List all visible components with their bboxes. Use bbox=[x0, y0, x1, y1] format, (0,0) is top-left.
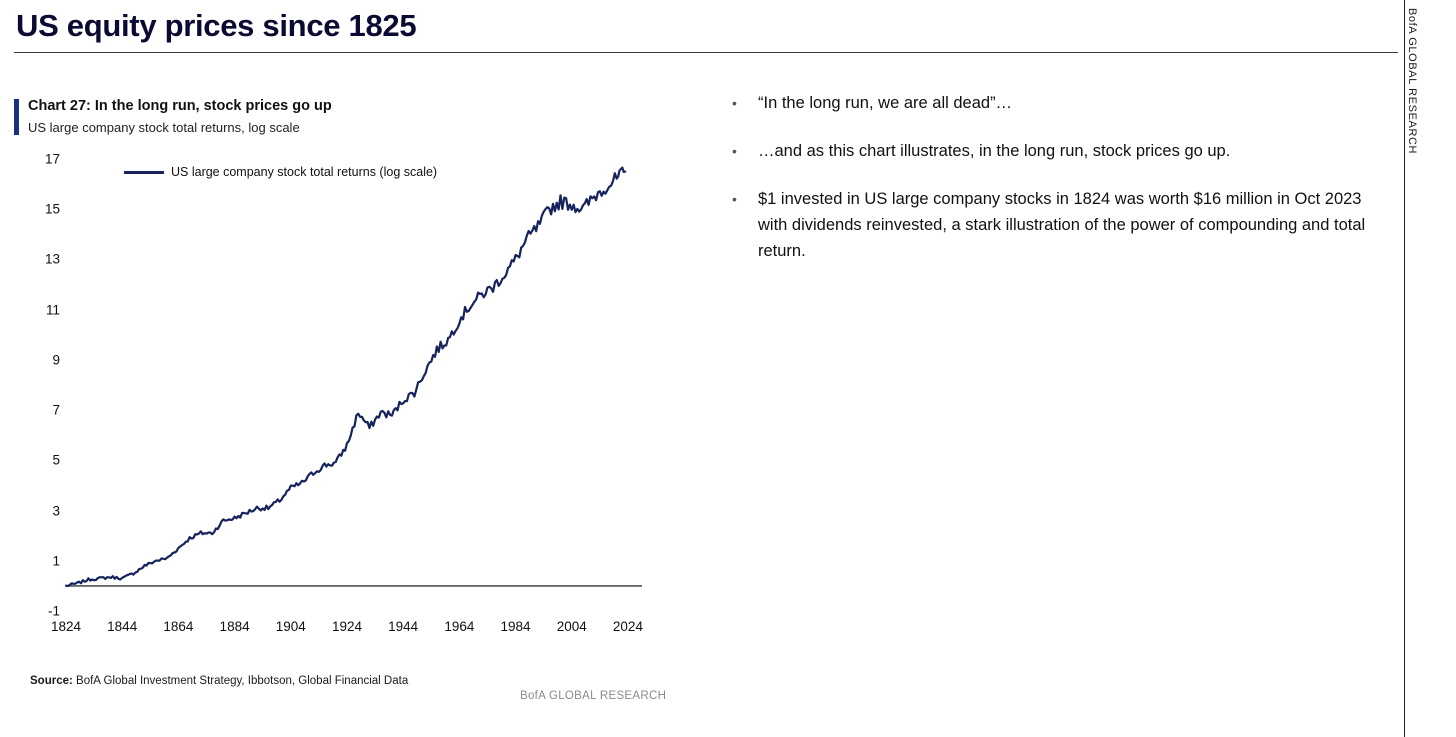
y-axis-tick: 5 bbox=[52, 452, 60, 468]
x-axis-tick: 2004 bbox=[556, 619, 587, 634]
chart-title: Chart 27: In the long run, stock prices go up bbox=[28, 98, 332, 114]
x-axis-tick: 1824 bbox=[50, 619, 82, 634]
x-axis-tick: 1844 bbox=[107, 619, 138, 634]
x-axis-tick: 1924 bbox=[331, 619, 362, 634]
chart-subtitle: US large company stock total returns, log scale bbox=[28, 120, 300, 135]
x-axis-tick: 1944 bbox=[388, 619, 419, 634]
bullet-list bbox=[720, 90, 1380, 286]
bullet-marker-icon: • bbox=[732, 191, 737, 207]
x-axis-tick: 2024 bbox=[612, 619, 643, 634]
chart-plot-area bbox=[14, 151, 674, 651]
bullet-item bbox=[720, 138, 1380, 164]
series-line-us-large-company-stock-total-returns bbox=[66, 168, 625, 586]
bullet-text: …and as this chart illustrates, in the long run, stock prices go up. bbox=[758, 142, 1231, 160]
chart-source-text: BofA Global Investment Strategy, Ibbotson, Global Financial Data bbox=[76, 675, 409, 687]
y-axis-tick: 1 bbox=[52, 553, 60, 569]
y-axis-tick: 17 bbox=[44, 151, 60, 167]
y-axis-tick: 3 bbox=[52, 503, 60, 519]
y-axis-tick: -1 bbox=[47, 603, 60, 619]
footer-brand-note: BofA GLOBAL RESEARCH bbox=[520, 690, 667, 702]
y-axis-tick: 7 bbox=[52, 402, 60, 418]
x-axis-tick: 1884 bbox=[219, 619, 250, 634]
bullet-text: “In the long run, we are all dead”… bbox=[758, 94, 1013, 112]
y-axis-tick: 11 bbox=[45, 302, 60, 318]
title-divider bbox=[14, 52, 1398, 53]
x-axis-tick: 1864 bbox=[163, 619, 194, 634]
chart-accent-bar bbox=[14, 99, 19, 135]
legend-label: US large company stock total returns (log scale) bbox=[171, 165, 438, 179]
x-axis-tick: 1984 bbox=[500, 619, 531, 634]
y-axis-tick: 9 bbox=[52, 352, 60, 368]
x-axis-tick: 1964 bbox=[444, 619, 475, 634]
chart-source-label: Source: bbox=[30, 675, 73, 687]
bullet-text: $1 invested in US large company stocks in 1824 was worth $16 million in Oct 2023 with dividends reinvested, a stark illustration of the power of compounding and total return. bbox=[758, 190, 1366, 260]
brand-vertical-label: BofA GLOBAL RESEARCH bbox=[1406, 8, 1418, 155]
y-axis-tick: 15 bbox=[44, 201, 60, 217]
chart-source bbox=[30, 675, 408, 687]
x-axis-tick: 1904 bbox=[275, 619, 306, 634]
bullet-item bbox=[720, 186, 1380, 264]
page-title: US equity prices since 1825 bbox=[16, 8, 417, 43]
chart-panel bbox=[14, 95, 694, 705]
bullet-marker-icon: • bbox=[732, 95, 737, 111]
bullet-marker-icon: • bbox=[732, 143, 737, 159]
bullet-item bbox=[720, 90, 1380, 116]
chart-svg bbox=[14, 151, 674, 651]
y-axis-tick: 13 bbox=[44, 251, 60, 267]
